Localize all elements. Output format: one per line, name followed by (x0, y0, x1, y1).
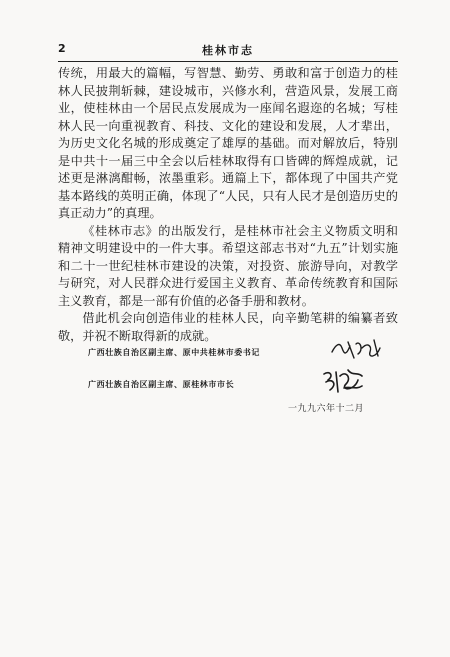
header-rule (58, 61, 398, 62)
page-number: 2 (58, 42, 66, 55)
paragraph: 《桂林市志》的出版发行，是桂林市社会主义物质文明和精神文明建设中的一件大事。希望这部志书对“九五”计划实施和二十一世纪桂林市建设的决策，对投资、旅游导向，对教学与研究，对人民群众进行爱国主义教育、革命传统教育和国际主义教育，都是一部有价值的必备手册和教材。 (58, 223, 398, 308)
running-title: 桂林市志 (202, 44, 254, 57)
date: 一九九六年十二月 (288, 404, 365, 414)
handwritten-signature (318, 366, 366, 396)
paragraph: 传统，用最大的篇幅，写智慧、勤劳、勇敢和富于创造力的桂林人民披荆斩棘，建设城市，兴修水利，营造风景，发展工商业，使桂林由一个居民点发展成为一座闻名遐迩的名城；写桂林人民一向重视教育、科技、文化的建设和发展，人才辈出，为历史文化名城的形成奠定了雄厚的基础。而对解放后，特别是中共十一届三中全会以后桂林取得有口皆碑的辉煌成就，记述更是淋漓酣畅，浓墨重彩。通篇上下，都体现了中国共产党基本路线的英明正确，体现了“人民，只有人民才是创造历史的真正动力”的真理。 (58, 66, 398, 220)
page-header (58, 42, 398, 60)
signatory-title: 广西壮族自治区副主席、原中共桂林市委书记 (88, 348, 260, 357)
signature-block (88, 340, 398, 460)
handwritten-signature (328, 336, 386, 362)
paragraph: 借此机会向创造伟业的桂林人民，向辛勤笔耕的编纂者致敬，并祝不断取得新的成就。 (58, 311, 398, 343)
signatory-title: 广西壮族自治区副主席、原桂林市市长 (88, 380, 235, 389)
body-text (58, 65, 398, 345)
